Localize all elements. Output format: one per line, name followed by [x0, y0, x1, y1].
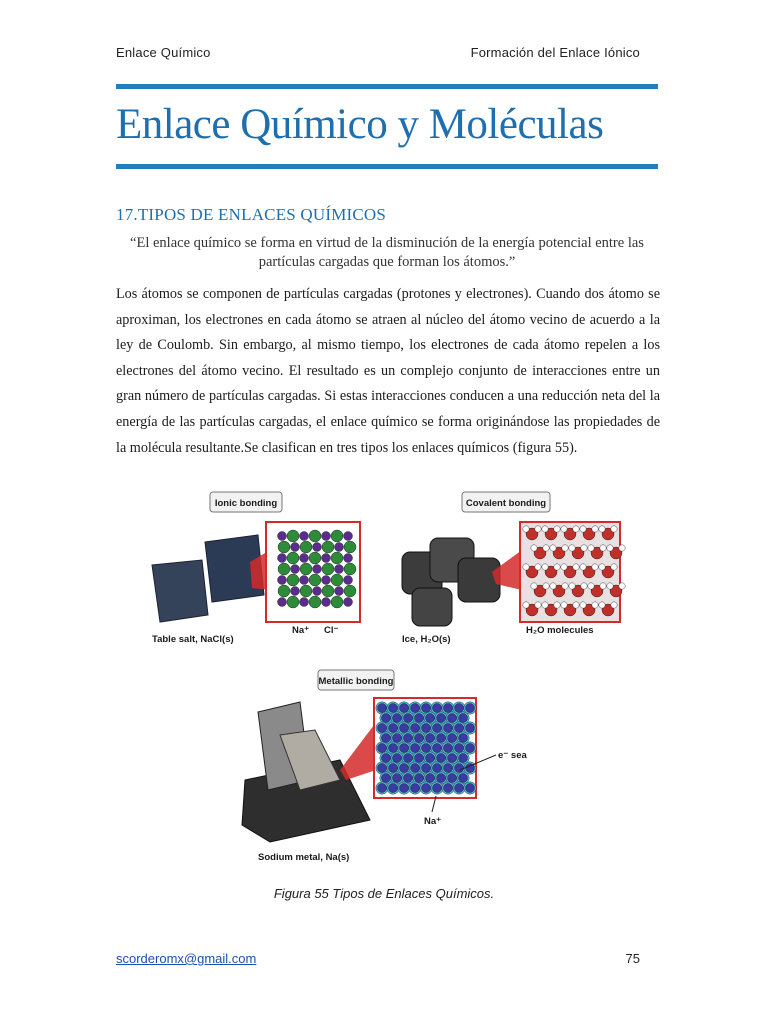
running-header-right: Formación del Enlace Iónico: [470, 45, 640, 60]
sodium-ion: [437, 714, 446, 723]
page-number: 75: [625, 951, 640, 966]
sodium-ion: [433, 704, 442, 713]
sodium-ion: [448, 754, 457, 763]
sodium-ion: [393, 734, 402, 743]
bonding-types-figure: [140, 480, 630, 870]
sodium-ion: [426, 774, 435, 783]
hydrogen-atom: [569, 545, 575, 551]
sodium-ion: [455, 784, 464, 793]
metallic-zoom-wedge: [340, 725, 376, 780]
hydrogen-atom: [554, 526, 560, 532]
hydrogen-atom: [523, 602, 529, 608]
cl-ion: [331, 552, 343, 564]
sodium-ion: [437, 734, 446, 743]
sodium-ion: [389, 784, 398, 793]
na-ion: [278, 554, 287, 563]
cl-ion: [278, 541, 290, 553]
sodium-ion: [393, 774, 402, 783]
footer-email-link[interactable]: scorderomx@gmail.com: [116, 951, 257, 966]
hydrogen-atom: [561, 602, 567, 608]
sodium-ion: [382, 714, 391, 723]
sodium-ion: [400, 784, 409, 793]
cl-ion: [344, 563, 356, 575]
hydrogen-atom: [531, 545, 537, 551]
sodium-ion: [389, 704, 398, 713]
na-ion: [278, 532, 287, 541]
sodium-ion: [426, 734, 435, 743]
na-ion: [313, 587, 322, 596]
na-ion: [278, 576, 287, 585]
sodium-ion: [444, 704, 453, 713]
hydrogen-atom: [562, 583, 568, 589]
sodium-ion: [444, 724, 453, 733]
ice-cube-4: [412, 588, 452, 626]
hydrogen-atom: [592, 564, 598, 570]
hydrogen-atom: [550, 583, 556, 589]
cl-ion: [309, 552, 321, 564]
na-ion: [344, 554, 353, 563]
sodium-ion: [433, 764, 442, 773]
hydrogen-atom: [550, 545, 556, 551]
sodium-ion: [448, 714, 457, 723]
sodium-ion: [400, 704, 409, 713]
h2o-molecules-label: H₂O molecules: [526, 625, 594, 636]
na-ion: [300, 576, 309, 585]
e-sea-label: e⁻ sea: [498, 750, 527, 761]
metallic-caption: Sodium metal, Na(s): [258, 852, 350, 863]
cl-ion: [344, 585, 356, 597]
na-ion: [313, 543, 322, 552]
covalent-caption: Ice, H₂O(s): [402, 634, 451, 645]
sodium-ion: [426, 714, 435, 723]
hydrogen-atom: [531, 583, 537, 589]
salt-crystal-1: [152, 560, 208, 622]
sodium-ion: [459, 714, 468, 723]
cl-ion: [309, 596, 321, 608]
title-rule-bottom: [116, 164, 658, 169]
sodium-ion: [382, 774, 391, 783]
na-ion: [313, 565, 322, 574]
epigraph-quote: “El enlace químico se forma en virtud de la disminución de la energía potencial entre las partículas cargadas que forman los átomos.”: [130, 235, 644, 270]
hydrogen-atom: [543, 583, 549, 589]
hydrogen-atom: [599, 602, 605, 608]
sodium-ion: [404, 734, 413, 743]
hydrogen-atom: [619, 583, 625, 589]
cl-ion: [331, 574, 343, 586]
cl-ion: [287, 574, 299, 586]
hydrogen-atom: [562, 545, 568, 551]
hydrogen-atom: [600, 583, 606, 589]
na-ion: [335, 543, 344, 552]
hydrogen-atom: [535, 526, 541, 532]
hydrogen-atom: [573, 564, 579, 570]
ionic-label: Ionic bonding: [214, 498, 278, 509]
hydrogen-atom: [573, 526, 579, 532]
metallic-na-label: Na⁺: [424, 816, 442, 827]
cl-ion: [300, 541, 312, 553]
cl-ion-label: Cl⁻: [324, 625, 339, 636]
sodium-ion: [422, 764, 431, 773]
sodium-ion: [389, 744, 398, 753]
hydrogen-atom: [554, 602, 560, 608]
covalent-panel: [402, 492, 625, 645]
sodium-ion: [437, 774, 446, 783]
sodium-ion: [422, 724, 431, 733]
sodium-ion: [433, 724, 442, 733]
hydrogen-atom: [573, 602, 579, 608]
hydrogen-atom: [523, 564, 529, 570]
hydrogen-atom: [599, 526, 605, 532]
na-ion: [300, 532, 309, 541]
hydrogen-atom: [599, 564, 605, 570]
sodium-ion: [444, 784, 453, 793]
cl-ion: [331, 596, 343, 608]
sodium-ion: [455, 744, 464, 753]
hydrogen-atom: [607, 545, 613, 551]
na-ion: [291, 565, 300, 574]
hydrogen-atom: [619, 545, 625, 551]
sodium-ion: [466, 724, 475, 733]
sodium-ion: [411, 724, 420, 733]
sodium-ion: [415, 754, 424, 763]
sodium-ion: [444, 744, 453, 753]
sodium-ion: [389, 724, 398, 733]
na-ion: [322, 532, 331, 541]
sodium-ion: [378, 724, 387, 733]
na-ion: [291, 587, 300, 596]
cl-ion: [309, 574, 321, 586]
metallic-label: Metallic bonding: [318, 676, 394, 687]
hydrogen-atom: [554, 564, 560, 570]
hydrogen-atom: [523, 526, 529, 532]
sodium-ion: [378, 704, 387, 713]
sodium-ion: [455, 764, 464, 773]
sodium-ion: [459, 734, 468, 743]
sodium-ion: [389, 764, 398, 773]
sodium-ion: [382, 734, 391, 743]
sodium-ion: [404, 714, 413, 723]
sodium-ion: [459, 754, 468, 763]
cl-ion: [287, 530, 299, 542]
hydrogen-atom: [580, 564, 586, 570]
sodium-ion: [378, 744, 387, 753]
hydrogen-atom: [535, 564, 541, 570]
cl-ion: [278, 585, 290, 597]
na-ion: [291, 543, 300, 552]
sodium-ion: [400, 744, 409, 753]
hydrogen-atom: [588, 583, 594, 589]
page-title: Enlace Químico y Moléculas: [116, 101, 604, 148]
na-ion: [335, 565, 344, 574]
cl-ion: [278, 563, 290, 575]
hydrogen-atom: [569, 583, 575, 589]
sodium-ion: [378, 784, 387, 793]
sodium-ion: [382, 754, 391, 763]
sodium-ion: [411, 744, 420, 753]
hydrogen-atom: [588, 545, 594, 551]
ice-cube-3: [458, 558, 500, 602]
cl-ion: [300, 563, 312, 575]
sodium-ion: [448, 774, 457, 783]
cl-ion: [287, 596, 299, 608]
hydrogen-atom: [543, 545, 549, 551]
sodium-ion: [393, 714, 402, 723]
hydrogen-atom: [581, 583, 587, 589]
sodium-ion: [393, 754, 402, 763]
sodium-lattice: [376, 702, 476, 794]
sodium-ion: [400, 764, 409, 773]
na-ion: [322, 554, 331, 563]
sodium-ion: [459, 774, 468, 783]
covalent-zoom-wedge: [492, 550, 522, 590]
na-ion: [322, 598, 331, 607]
metallic-panel: [242, 670, 528, 863]
na-ion: [335, 587, 344, 596]
na-ion: [278, 598, 287, 607]
sodium-ion: [411, 704, 420, 713]
sodium-ion: [433, 744, 442, 753]
na-ion-label: Na⁺: [292, 625, 310, 636]
cl-ion: [309, 530, 321, 542]
sodium-ion: [415, 714, 424, 723]
hydrogen-atom: [580, 602, 586, 608]
sodium-ion: [422, 704, 431, 713]
bonding-figure-svg: [140, 480, 630, 870]
running-header-left: Enlace Químico: [116, 45, 211, 60]
na-ion: [322, 576, 331, 585]
hydrogen-atom: [542, 526, 548, 532]
sodium-ion: [400, 724, 409, 733]
sodium-ion: [455, 724, 464, 733]
hydrogen-atom: [542, 564, 548, 570]
sodium-ion: [422, 744, 431, 753]
na-ion: [300, 598, 309, 607]
hydrogen-atom: [611, 564, 617, 570]
ionic-panel: [152, 492, 360, 645]
cl-ion: [331, 530, 343, 542]
hydrogen-atom: [592, 602, 598, 608]
sodium-ion: [466, 744, 475, 753]
na-ion: [344, 598, 353, 607]
sodium-ion: [404, 774, 413, 783]
hydrogen-atom: [561, 564, 567, 570]
title-rule-top: [116, 84, 658, 89]
covalent-label: Covalent bonding: [465, 498, 547, 509]
sodium-ion: [378, 764, 387, 773]
sodium-ion: [415, 734, 424, 743]
sodium-ion: [466, 784, 475, 793]
sodium-ion: [437, 754, 446, 763]
sodium-ion: [455, 704, 464, 713]
hydrogen-atom: [592, 526, 598, 532]
sodium-ion: [426, 754, 435, 763]
sodium-ion: [448, 734, 457, 743]
cl-ion: [344, 541, 356, 553]
hydrogen-atom: [611, 602, 617, 608]
hydrogen-atom: [581, 545, 587, 551]
cl-ion: [322, 541, 334, 553]
sodium-ion: [411, 764, 420, 773]
sodium-ion: [466, 704, 475, 713]
hydrogen-atom: [535, 602, 541, 608]
hydrogen-atom: [611, 526, 617, 532]
sodium-ion: [422, 784, 431, 793]
cl-ion: [322, 585, 334, 597]
na-ion: [300, 554, 309, 563]
sodium-ion: [433, 784, 442, 793]
cl-ion: [287, 552, 299, 564]
body-paragraph: Los átomos se componen de partículas cargadas (protones y electrones). Cuando dos átomo se aproximan, los electrones en cada átomo se atraen al núcleo del átomo vecino de acuerdo a la ley de Coulomb. Sin embargo, al mismo tiempo, los electrones de cada átomo repelen a los electrones del átomo vecino. El resultado es un complejo conjunto de interacciones entre un gran número de partículas cargadas. Si estas interacciones conducen a una reducción neta del la energía de las partículas cargadas, el enlace químico se forma originándose las propiedades de la molécula resultante.Se clasifican en tres tipos los enlaces químicos (figura 55).: [116, 286, 660, 456]
sodium-ion: [415, 774, 424, 783]
hydrogen-atom: [561, 526, 567, 532]
na-ion: [344, 532, 353, 541]
section-heading: 17.TIPOS DE ENLACES QUÍMICOS: [116, 205, 387, 224]
cl-ion: [300, 585, 312, 597]
sodium-ion: [411, 784, 420, 793]
sodium-ion: [404, 754, 413, 763]
na-ion: [344, 576, 353, 585]
hydrogen-atom: [600, 545, 606, 551]
hydrogen-atom: [607, 583, 613, 589]
ionic-caption: Table salt, NaCl(s): [152, 634, 234, 645]
figure-caption: Figura 55 Tipos de Enlaces Químicos.: [273, 886, 495, 901]
hydrogen-atom: [580, 526, 586, 532]
hydrogen-atom: [542, 602, 548, 608]
cl-ion: [322, 563, 334, 575]
sodium-ion: [444, 764, 453, 773]
